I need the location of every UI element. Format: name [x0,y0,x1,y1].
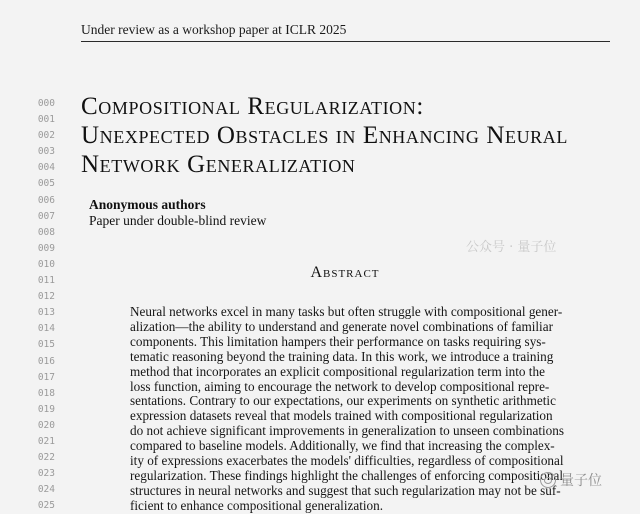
line-number: 006 [37,194,55,206]
line-number: 017 [37,371,55,383]
line-number: 021 [37,435,55,447]
line-number: 022 [37,452,55,464]
abstract-body [130,305,564,514]
abstract-line: components. This limitation hampers their performance on tasks requiring sys- [130,333,546,349]
line-number: 005 [37,178,55,190]
title-line: Compositional Regularization: [81,93,424,120]
abstract-line: regularization. These findings highlight the challenges of enforcing compositional [130,467,563,483]
line-number: 014 [37,323,55,335]
watermark-faint: 公众号 · 量子位 [466,240,557,255]
line-number: 012 [37,291,55,303]
line-number: 016 [37,355,55,367]
line-number: 010 [37,258,55,270]
abstract-line: sentations. Contrary to our expectations, our experiments on synthetic arithmetic [130,393,556,409]
watermark-text: 量子位 [560,473,602,489]
abstract-line: ficient to enhance compositional generalization. [130,497,384,513]
line-number: 015 [37,339,55,351]
running-header: Under review as a workshop paper at ICLR 2025 [81,22,347,37]
line-number: 020 [37,419,55,431]
abstract-line: method that incorporates an explicit compositional regularization term into the [130,363,545,379]
line-number: 019 [37,403,55,415]
line-number: 001 [37,114,55,126]
line-number: 023 [37,468,55,480]
line-number: 013 [37,307,55,319]
line-number: 025 [37,500,55,512]
title-line: Network Generalization [81,151,356,178]
authors: Anonymous authors [89,197,206,212]
title-line: Unexpected Obstacles in Enhancing Neural [81,122,568,149]
abstract-line: Neural networks excel in many tasks but often struggle with compositional gener- [130,304,563,319]
line-number: 004 [37,162,55,174]
line-number: 024 [37,484,55,496]
line-number: 000 [37,98,55,109]
line-number: 003 [37,146,55,158]
abstract-line: loss function, aiming to encourage the network to develop compositional repre- [130,378,550,394]
paper-title [81,92,616,179]
watermark [540,470,602,490]
abstract-line: expression datasets reveal that models trained with compositional regularization [130,408,553,424]
abstract-heading: Abstract [310,264,380,281]
wechat-icon [540,472,556,488]
line-numbers [33,96,55,514]
line-number: 009 [37,242,55,254]
affiliation: Paper under double-blind review [89,213,267,228]
abstract-line: tematic reasoning beyond the training data. In this work, we introduce a training [130,348,554,364]
line-number: 011 [37,275,55,287]
abstract-line: alization—the ability to understand and generate novel combinations of familiar [130,318,553,334]
header-rule [81,41,610,42]
line-number: 002 [37,130,55,142]
line-number: 018 [37,387,55,399]
abstract-line: do not achieve significant improvements in generalization to unseen combinations [130,423,564,439]
abstract-line: structures in neural networks and suggest that such regularization may not be suf- [130,482,561,498]
abstract-line: ity of expressions exacerbates the models' difficulties, regardless of compositional [130,453,564,469]
abstract-line: compared to baseline models. Additionally, we find that increasing the complex- [130,438,555,454]
line-number: 007 [37,210,55,222]
line-number: 008 [37,226,55,238]
